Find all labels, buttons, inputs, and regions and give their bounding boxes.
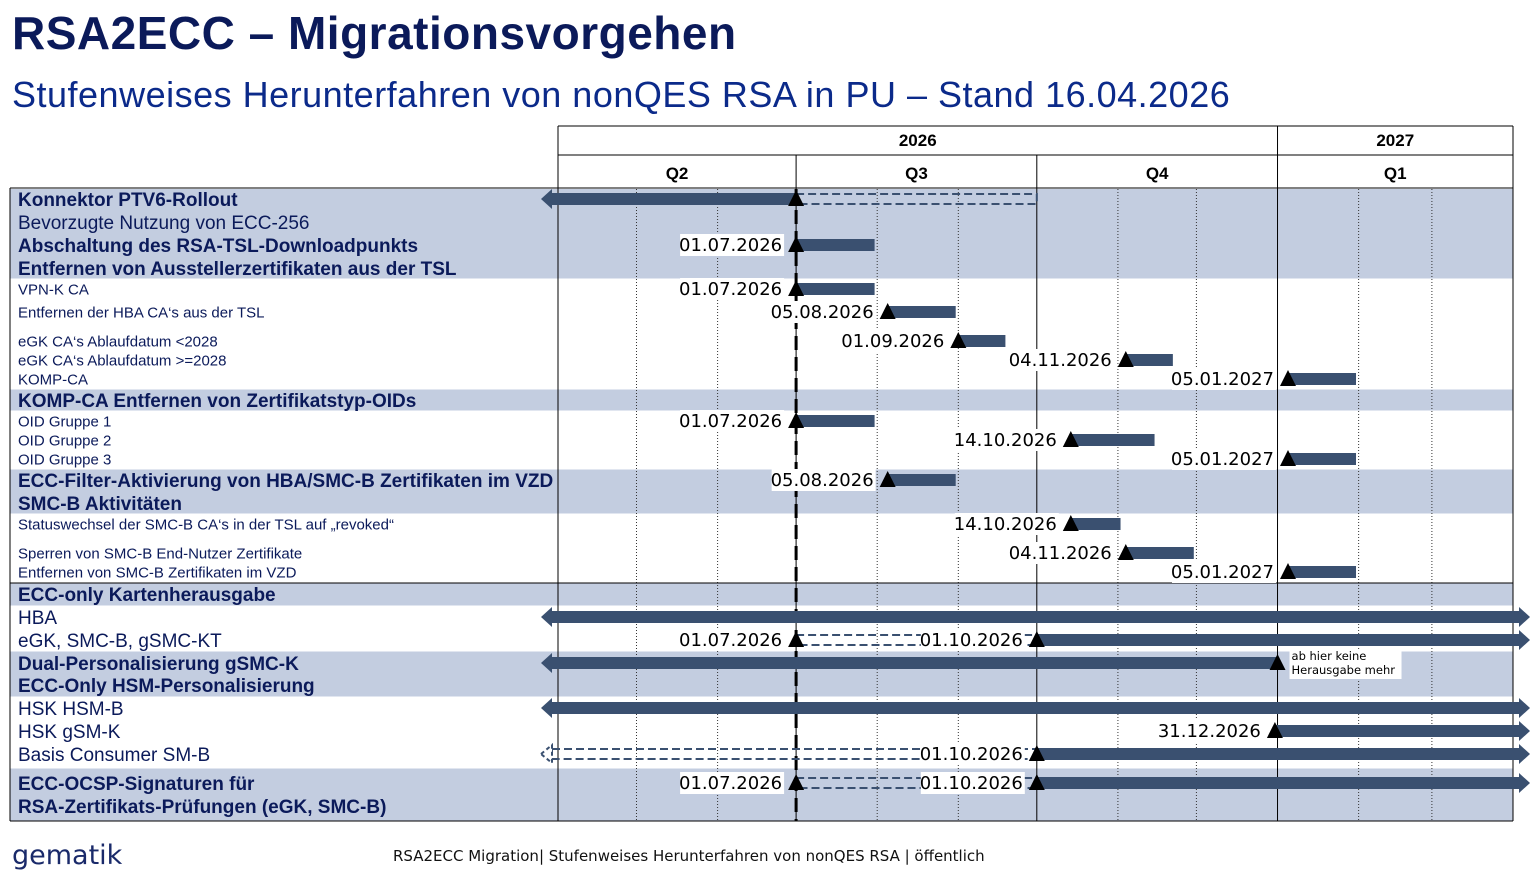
milestone-date-label: 04.11.2026 <box>1008 543 1112 564</box>
row-label: Statuswechsel der SMC-B CA‘s in der TSL auf „revoked“ <box>18 516 394 534</box>
bar-arrow-left-dashed <box>541 745 552 763</box>
milestone-date-label: 01.09.2026 <box>841 331 945 352</box>
quarter-label: Q3 <box>905 164 928 183</box>
milestone-date-label: 14.10.2026 <box>953 430 1057 451</box>
gantt-bar <box>1288 566 1356 578</box>
quarter-label: Q2 <box>665 164 689 183</box>
row-label: KOMP-CA Entfernen von Zertifikatstyp-OIDs <box>18 390 417 412</box>
row-label: eGK, SMC-B, gSMC-KT <box>18 630 222 652</box>
milestone-date-label: 05.01.2027 <box>1170 449 1274 470</box>
milestone-date-label: 01.07.2026 <box>679 235 783 256</box>
row-note: ab hier keine <box>1291 649 1367 663</box>
milestone-date-label: 01.10.2026 <box>919 773 1023 794</box>
gantt-bar <box>958 335 1005 347</box>
row-label: Entfernen von Ausstellerzertifikaten aus der TSL <box>18 258 457 280</box>
milestone-date-label: 05.01.2027 <box>1170 369 1274 390</box>
year-label: 2026 <box>898 131 937 150</box>
bar-arrow-left <box>541 698 552 718</box>
row-label: eGK CA‘s Ablaufdatum <2028 <box>18 333 218 351</box>
page-title: RSA2ECC – Migrationsvorgehen <box>12 7 737 59</box>
gantt-bar <box>796 283 874 295</box>
row-band <box>10 492 1513 514</box>
row-label: eGK CA‘s Ablaufdatum >=2028 <box>18 352 227 370</box>
row-label: Bevorzugte Nutzung von ECC-256 <box>18 212 310 234</box>
milestone-date-label: 05.01.2027 <box>1170 562 1274 583</box>
gantt-bar <box>552 611 1519 623</box>
row-label: OID Gruppe 3 <box>18 451 112 469</box>
quarter-label: Q4 <box>1145 164 1169 183</box>
row-label: Entfernen von SMC-B Zertifikaten im VZD <box>18 564 297 582</box>
gantt-bar <box>1037 634 1519 646</box>
row-label: HBA <box>18 607 58 629</box>
row-note: Herausgabe mehr <box>1291 663 1395 677</box>
milestone-date-label: 01.07.2026 <box>679 773 783 794</box>
gantt-bar <box>1037 748 1519 760</box>
year-label: 2027 <box>1376 131 1415 150</box>
row-label: Abschaltung des RSA-TSL-Downloadpunkts <box>18 235 419 257</box>
milestone-date-label: 04.11.2026 <box>1008 350 1112 371</box>
row-label: Entfernen der HBA CA‘s aus der TSL <box>18 304 265 322</box>
milestone-date-label: 05.08.2026 <box>770 302 874 323</box>
milestone-date-label: 31.12.2026 <box>1157 721 1261 742</box>
row-label: ECC-only Kartenherausgabe <box>18 584 276 606</box>
row-label: SMC-B Aktivitäten <box>18 493 182 515</box>
row-label: Konnektor PTV6-Rollout <box>18 189 238 211</box>
row-label: OID Gruppe 1 <box>18 413 112 431</box>
quarter-label: Q1 <box>1383 164 1407 183</box>
gantt-bar <box>888 474 956 486</box>
milestone-triangle <box>788 631 804 647</box>
milestone-date-label: 05.08.2026 <box>770 470 874 491</box>
milestone-date-label: 01.10.2026 <box>919 744 1023 765</box>
gantt-bar <box>796 239 874 251</box>
row-label: HSK gSM-K <box>18 721 121 743</box>
row-label: KOMP-CA <box>18 371 89 389</box>
gantt-bar <box>1126 354 1173 366</box>
timeline-header <box>558 126 1513 183</box>
gantt-bar <box>1288 453 1356 465</box>
row-label: Dual-Personalisierung gSMC-K <box>18 653 299 675</box>
gantt-bar <box>1071 518 1121 530</box>
milestone-date-label: 01.10.2026 <box>919 630 1023 651</box>
gantt-bar <box>552 702 1519 714</box>
bar-arrow-right <box>1519 698 1530 718</box>
footer-text: RSA2ECC Migration| Stufenweises Herunterfahren von nonQES RSA | öffentlich <box>393 847 985 865</box>
row-label: OID Gruppe 2 <box>18 432 112 450</box>
gantt-bar <box>1071 434 1155 446</box>
bar-arrow-right <box>1519 607 1530 627</box>
bar-arrow-right <box>1519 630 1530 650</box>
gematik-logo: gematik <box>12 840 123 871</box>
row-label: RSA-Zertifikats-Prüfungen (eGK, SMC-B) <box>18 796 387 818</box>
gantt-bar <box>1275 725 1519 737</box>
milestone-date-label: 01.07.2026 <box>679 411 783 432</box>
row-label: VPN-K CA <box>18 281 89 299</box>
bar-arrow-right <box>1519 773 1530 793</box>
bar-arrow-right <box>1519 744 1530 764</box>
row-label: ECC-Filter-Aktivierung von HBA/SMC-B Zertifikaten im VZD <box>18 470 554 492</box>
gantt-bar <box>796 415 874 427</box>
row-label: ECC-Only HSM-Personalisierung <box>18 675 315 697</box>
page-subtitle: Stufenweises Herunterfahren von nonQES RSA in PU – Stand 16.04.2026 <box>12 74 1231 115</box>
milestone-date-label: 14.10.2026 <box>953 514 1057 535</box>
milestone-date-label: 01.07.2026 <box>679 630 783 651</box>
row-label: Basis Consumer SM-B <box>18 744 211 766</box>
gantt-bar <box>552 657 1278 669</box>
gantt-bar <box>888 306 956 318</box>
row-label: ECC-OCSP-Signaturen für <box>18 773 255 795</box>
row-label: Sperren von SMC-B End-Nutzer Zertifikate <box>18 545 303 563</box>
gantt-bar <box>1126 547 1194 559</box>
gantt-bar <box>552 193 796 205</box>
gantt-bar <box>1288 373 1356 385</box>
milestone-date-label: 01.07.2026 <box>679 279 783 300</box>
row-label: HSK HSM-B <box>18 698 124 720</box>
gantt-bar <box>1037 777 1519 789</box>
bar-arrow-right <box>1519 721 1530 741</box>
bar-arrow-left <box>541 607 552 627</box>
